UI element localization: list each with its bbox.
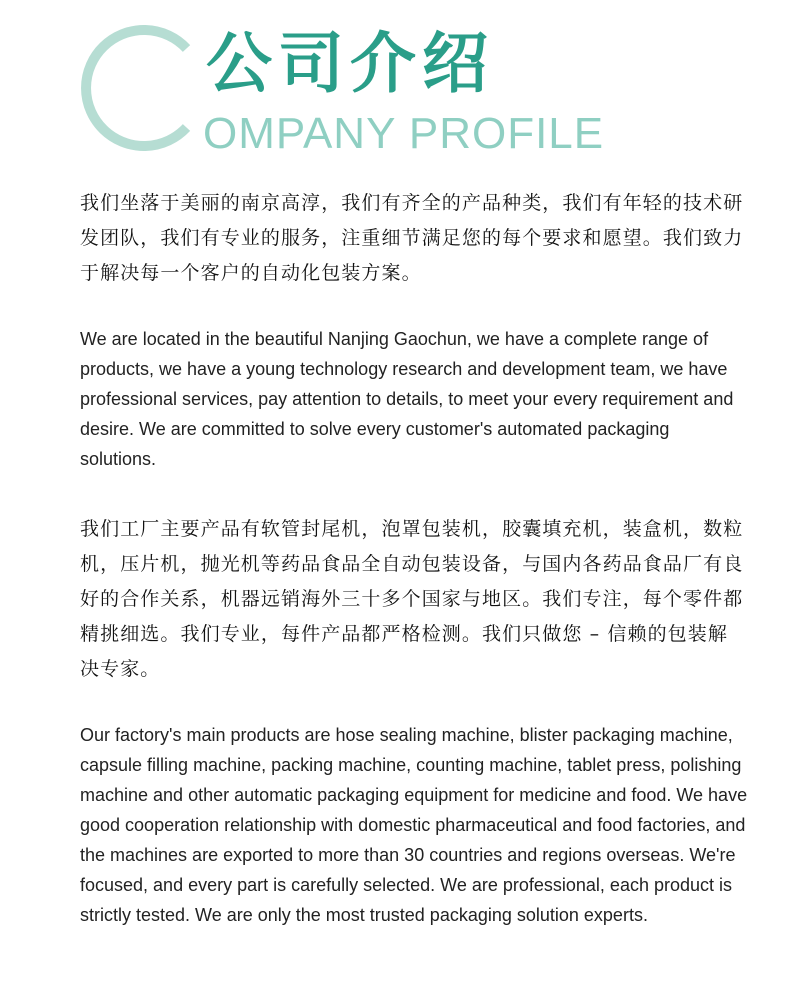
profile-body [80,186,748,930]
products-paragraph-chinese: 我们工厂主要产品有软管封尾机，泡罩包装机，胶囊填充机，装盒机，数粒机，压片机，抛光机等药品食品全自动包装设备，与国内各药品食品厂有良好的合作关系，机器远销海外三十多个国家与地区。我们专注，每个零件都精挑细选。我们专业，每件产品都严格检测。我们只做您 – 信赖的包装解决专家。 [80,518,744,680]
company-profile-header [0,0,790,170]
products-paragraph-english: Our factory's main products are hose sealing machine, blister packaging machine, capsule filling machine, packing machine, counting machine, tablet press, polishing machine and other automatic packaging equipment for medicine and food. We have good cooperation relationship with domestic pharmaceutical and food factories, and the machines are exported to more than 30 countries and regions overseas. We're focused, and every part is carefully selected. We are professional, each product is strictly tested. We are only the most trusted packaging solution experts. [80,725,748,925]
big-c-letter-graphic [78,18,218,158]
page-title-english: OMPANY PROFILE [203,109,605,158]
intro-paragraph-chinese: 我们坐落于美丽的南京高淳，我们有齐全的产品种类，我们有年轻的技术研发团队，我们有专业的服务，注重细节满足您的每个要求和愿望。我们致力于解决每一个客户的自动化包装方案。 [80,192,744,284]
intro-paragraph-english: We are located in the beautiful Nanjing Gaochun, we have a complete range of products, we have a young technology research and development team, we have professional services, pay attention to details, to meet your every requirement and desire. We are committed to solve every customer's automated packaging solutions. [80,329,734,469]
page-title-chinese: 公司介绍 [206,25,494,102]
